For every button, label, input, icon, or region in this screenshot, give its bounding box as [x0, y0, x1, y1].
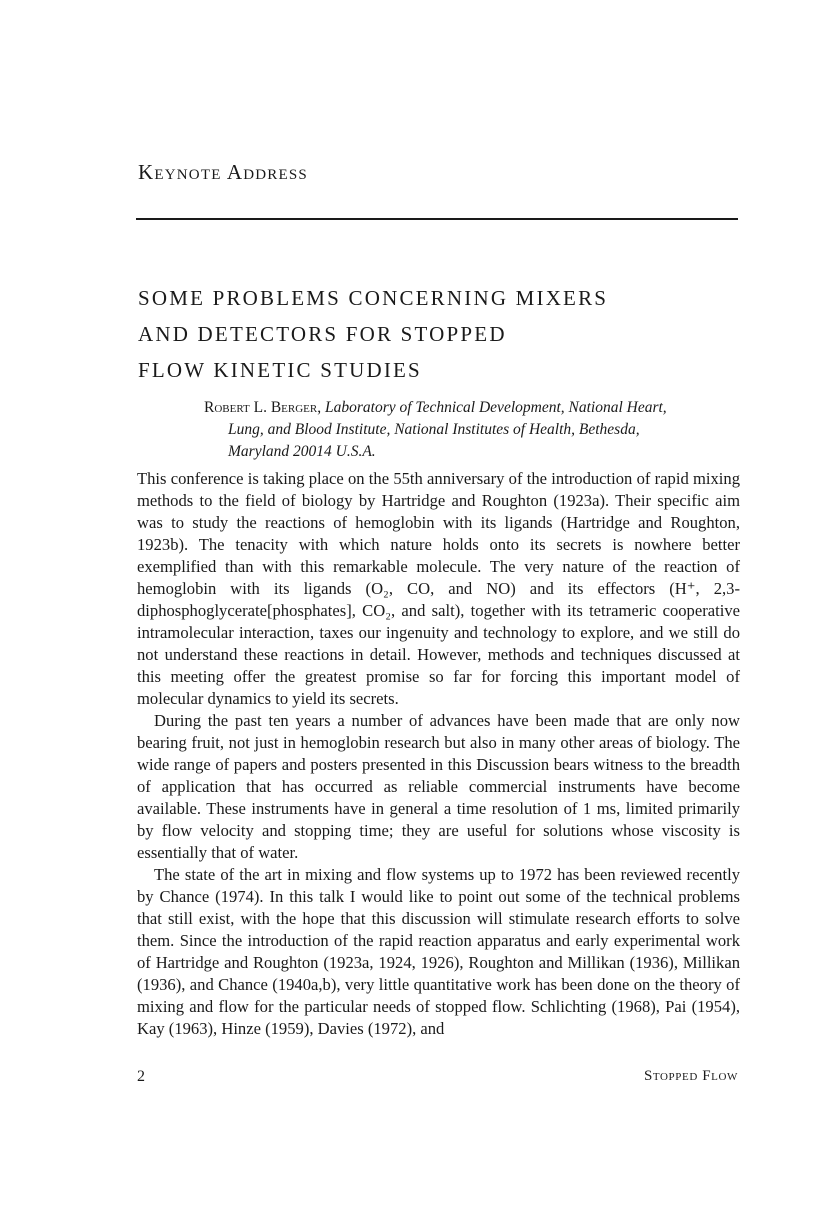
author-name: Robert L. Berger,: [204, 399, 322, 416]
author-block: [204, 397, 724, 463]
section-label: Keynote Address: [138, 160, 308, 184]
author-affiliation: Lung, and Blood Institute, National Institutes of Health, Bethesda,: [228, 421, 640, 438]
body-paragraph: The state of the art in mixing and flow systems up to 1972 has been reviewed recently by Chance (1974). In this talk I would like to point out some of the technical problems that still exist, with the hope that this discussion will stimulate research efforts to solve them. Since the introduction of the rapid reaction apparatus and early experimental work of Hartridge and Roughton (1923a, 1924, 1926), Roughton and Millikan (1936), Millikan (1936), and Chance (1940a,b), very little quantitative work has been done on the theory of mixing and flow for the particular needs of stopped flow. Schlichting (1968), Pai (1954), Kay (1963), Hinze (1959), Davies (1972), and: [137, 865, 740, 1038]
title-line: FLOW KINETIC STUDIES: [138, 358, 422, 382]
body-paragraph: During the past ten years a number of advances have been made that are only now bearing fruit, not just in hemoglobin research but also in many other areas of biology. The wide range of papers and posters presented in this Discussion bears witness to the breadth of application that has occurred as reliable commercial instruments have become available. These instruments have in general a time resolution of 1 ms, limited primarily by flow velocity and stopping time; they are useful for solutions whose viscosity is essentially that of water.: [137, 711, 740, 862]
horizontal-rule: [136, 218, 738, 220]
page-number: 2: [137, 1068, 145, 1085]
article-body: [137, 468, 740, 1040]
author-affiliation: Maryland 20014 U.S.A.: [228, 443, 376, 460]
running-title: Stopped Flow: [643, 1068, 738, 1084]
author-affiliation: Laboratory of Technical Development, National Heart,: [324, 399, 667, 416]
title-line: AND DETECTORS FOR STOPPED: [138, 322, 507, 346]
article-title: [138, 280, 738, 388]
title-line: SOME PROBLEMS CONCERNING MIXERS: [138, 286, 609, 310]
body-paragraph: This conference is taking place on the 55th anniversary of the introduction of rapid mixing methods to the field of biology by Hartridge and Roughton (1923a). Their specific aim was to study the reactions of hemoglobin with its ligands (Hartridge and Roughton, 1923b). The tenacity with which nature holds onto its secrets is nowhere better exemplified than with this remarkable molecule. The very nature of the reaction of hemoglobin with its ligands (O₂, CO, and NO) and its effectors (H⁺, 2,3-diphosphoglycerate[phosphates], CO₂, and salt), together with its tetrameric cooperative intramolecular interaction, taxes our ingenuity and technology to explore, and we still do not understand these reactions in detail. However, methods and techniques discussed at this meeting offer the greatest promise so far for forcing this important model of molecular dynamics to yield its secrets.: [137, 469, 740, 708]
